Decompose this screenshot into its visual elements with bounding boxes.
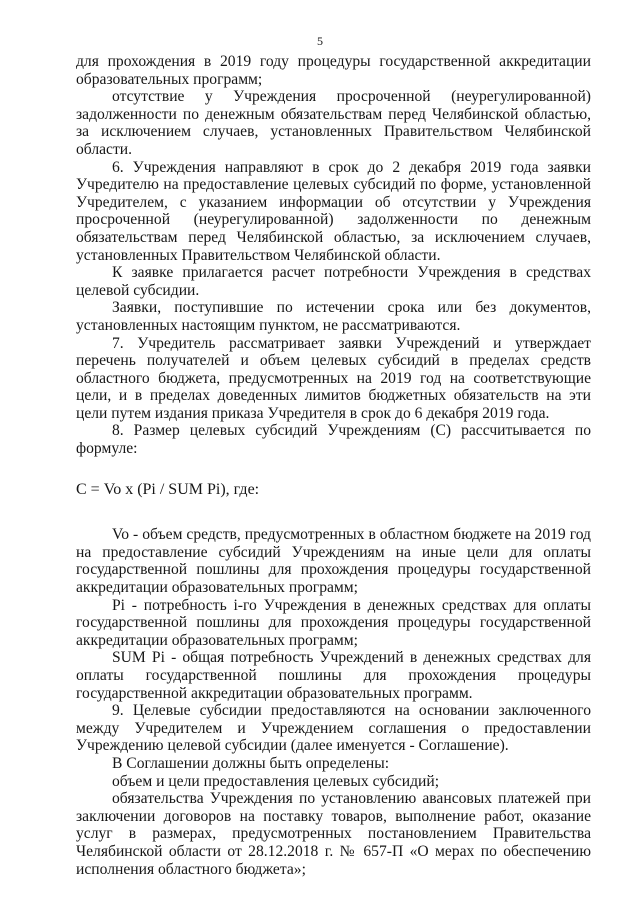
paragraph-late-applications: Заявки, поступившие по истечении срока или без документов, установленных настоящим пунктом, не рассматриваются. xyxy=(76,299,591,334)
paragraph-calculation-attachment: К заявке прилагается расчет потребности Учреждения в средствах целевой субсидии. xyxy=(76,264,591,299)
paragraph-vo-definition: Vo - объем средств, предусмотренных в областном бюджете на 2019 год на предоставление субсидий Учреждениям на иные цели для оплаты государственной пошлины для прохождения процедуры государственной аккредитации образовательных программ; xyxy=(76,526,591,597)
paragraph-subsidy-volume: объем и цели предоставления целевых субсидий; xyxy=(112,772,440,790)
paragraph-continuation: для прохождения в 2019 году процедуры государственной аккредитации образовательных программ; xyxy=(76,53,591,88)
paragraph-item-6: 6. Учреждения направляют в срок до 2 декабря 2019 года заявки Учредителю на предоставление целевых субсидий по форме, установленной Учредителем, с указанием информации об отсутствии у Учреждения просроченной (неурегулированной) задолженности по денежным обязательствам перед Челябинской областью, за исключением случаев, установленных Правительством Челябинской области. xyxy=(76,158,591,264)
paragraph-item-8: 8. Размер целевых субсидий Учреждениям (С) рассчитывается по формуле: xyxy=(76,422,591,458)
subsidy-formula: С = Vo х (Pi / SUM Pi), где: xyxy=(76,480,260,498)
paragraph-no-debt-condition: отсутствие у Учреждения просроченной (неурегулированной) задолженности по денежным обязательствам перед Челябинской областью, за исключением случаев, установленных Правительством Челябинской области. xyxy=(76,88,591,158)
paragraph-agreement-terms: В Соглашении должны быть определены: xyxy=(112,754,390,772)
page-number: 5 xyxy=(317,34,323,48)
paragraph-item-7: 7. Учредитель рассматривает заявки Учреждений и утверждает перечень получателей и объем целевых субсидий в пределах средств областного бюджета, предусмотренных на 2019 год на соответствующие цели, и в пределах доведенных лимитов бюджетных обязательств на эти цели путем издания приказа Учредителя в срок до 6 декабря 2019 года. xyxy=(76,334,591,422)
paragraph-sum-pi-definition: SUM Pi - общая потребность Учреждений в денежных средствах для оплаты государственной пошлины для прохождения процедуры государственной аккредитации образовательных программ. xyxy=(76,649,591,702)
paragraph-advance-payments: обязательства Учреждения по установлению авансовых платежей при заключении договоров на поставку товаров, выполнение работ, оказание услуг в размерах, предусмотренных постановлением Правительства Челябинской области от 28.12.2018 г. № 657-П «О мерах по обеспечению исполнения областного бюджета»; xyxy=(76,790,591,878)
paragraph-item-9: 9. Целевые субсидии предоставляются на основании заключенного между Учредителем и Учреждением соглашения о предоставлении Учреждению целевой субсидии (далее именуется - Соглашение). xyxy=(76,702,591,755)
document-body xyxy=(76,53,591,878)
paragraph-pi-definition: Pi - потребность i-го Учреждения в денежных средствах для оплаты государственной пошлины для прохождения процедуры государственной аккредитации образовательных программ; xyxy=(76,596,591,649)
